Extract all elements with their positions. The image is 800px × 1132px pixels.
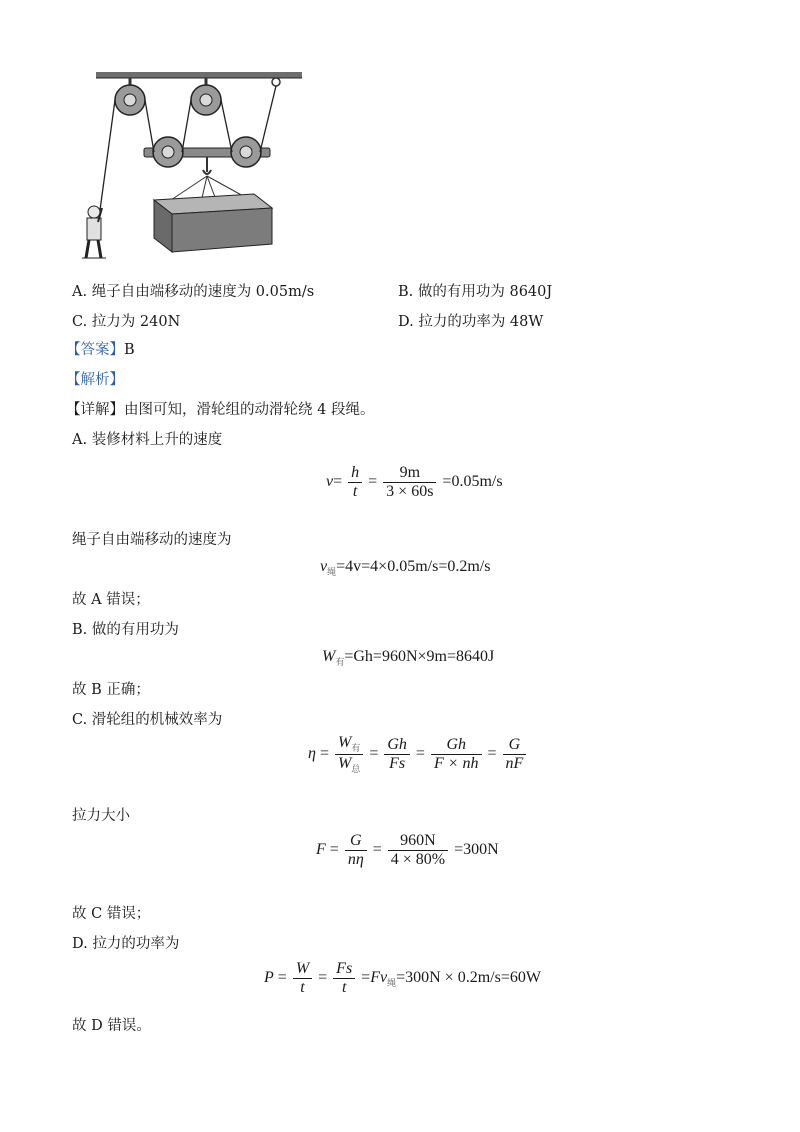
part-c-text2: 拉力大小 (72, 808, 130, 824)
option-d: D. 拉力的功率为 48W (398, 314, 544, 330)
load-block (154, 194, 272, 252)
equation-a1: v= $\frac{h}{t}$ = $\frac{9m}{3 \times 60s}$ =0.05m/s (326, 464, 503, 500)
part-b-conclusion: 故 B 正确； (72, 682, 150, 698)
part-d-heading: D. 拉力的功率为 (72, 936, 180, 952)
ceiling-beam (96, 72, 302, 78)
movable-pulley-right (231, 137, 261, 167)
worker-figure (82, 206, 106, 258)
answer-label: 【答案】 (66, 342, 124, 358)
fixed-pulley-left (115, 85, 145, 115)
option-c: C. 拉力为 240N (72, 314, 181, 330)
part-a-text2: 绳子自由端移动的速度为 (72, 532, 232, 548)
answer-line (66, 340, 135, 360)
part-c-conclusion: 故 C 错误； (72, 906, 151, 922)
detail-line: 【详解】由图可知，滑轮组的动滑轮绕 4 段绳。 (66, 402, 375, 418)
analysis-label: 【解析】 (66, 372, 124, 388)
equation-b: $W_有=Gh=960N\times 9m=8640J$ (322, 648, 495, 668)
part-c-heading: C. 滑轮组的机械效率为 (72, 712, 223, 728)
fixed-pulley-right (191, 85, 221, 115)
option-a: A. 绳子自由端移动的速度为 0.05m/s (72, 284, 315, 300)
movable-pulley-left (153, 137, 183, 167)
equation-c1: η = $\frac{W_有}{W_总}$ = $\frac{Gh}{Fs}$ = $\frac{Gh}{F \times nh}$ = $\frac{G}{nF}$ (308, 734, 528, 775)
equation-a2: $v_绳=4v=4\times 0.05m/s=0.2m/s$ (320, 558, 491, 578)
pulley-system-figure (72, 62, 312, 267)
part-a-conclusion: 故 A 错误； (72, 592, 150, 608)
part-d-conclusion: 故 D 错误。 (72, 1018, 151, 1034)
equation-c2: F = $\frac{G}{n\eta}$ = $\frac{960N}{4 \times 80\%}$ =300N (316, 832, 499, 868)
option-b: B. 做的有用功为 8640J (398, 284, 553, 300)
answer-value: B (124, 342, 135, 358)
equation-d: P = $\frac{W}{t}$ = $\frac{Fs}{t}$ $=Fv_绳=300N \times 0.2m/s=60W$ (264, 960, 541, 996)
anchor-hook (272, 78, 280, 86)
part-a-heading: A. 装修材料上升的速度 (72, 432, 223, 448)
part-b-heading: B. 做的有用功为 (72, 622, 179, 638)
